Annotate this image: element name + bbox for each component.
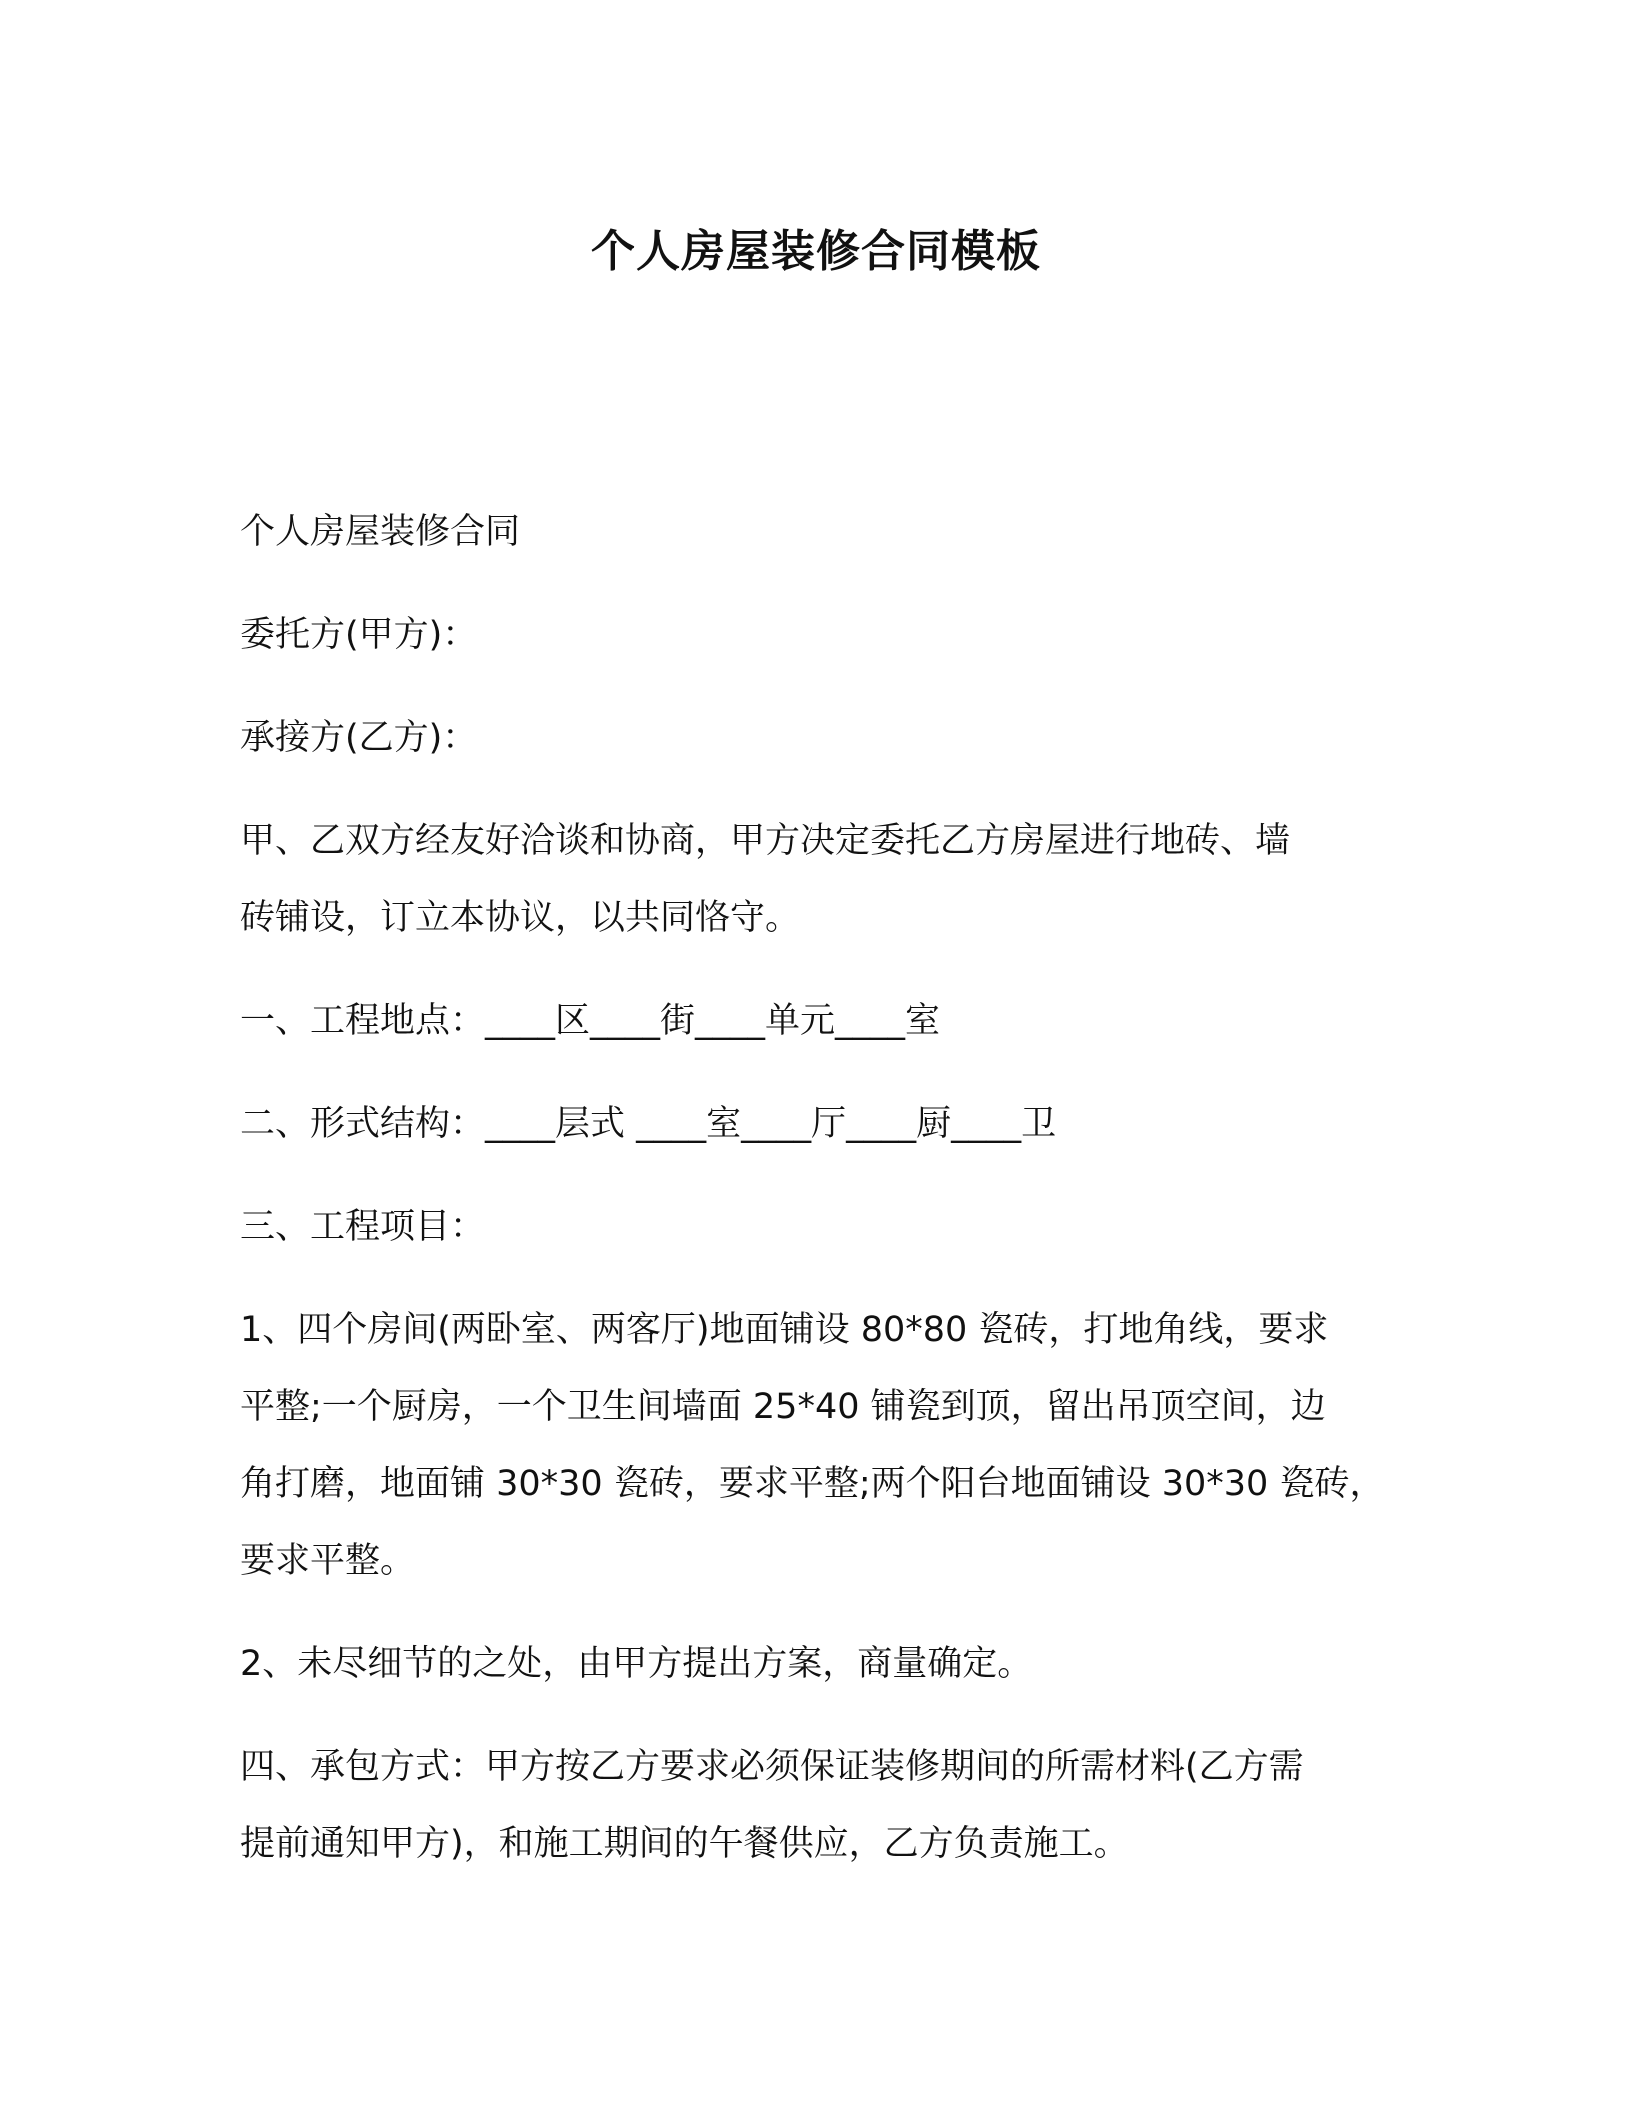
text-line: 一、工程地点：____区____街____单元____室: [240, 1001, 941, 1041]
text-line: 甲、乙双方经友好洽谈和协商，甲方决定委托乙方房屋进行地砖、墙: [240, 821, 1291, 861]
text-line: 角打磨，地面铺 30*30 瓷砖，要求平整;两个阳台地面铺设 30*30 瓷砖，: [240, 1464, 1385, 1504]
text-line: 要求平整。: [240, 1541, 416, 1581]
paragraph-party-a: [240, 597, 1420, 674]
text-line: 承接方(乙方)：: [240, 718, 478, 758]
paragraph-project-items-heading: [240, 1189, 1420, 1266]
text-line: 平整;一个厨房，一个卫生间墙面 25*40 铺瓷到顶，留出吊顶空间，边: [240, 1387, 1326, 1427]
text-line: 个人房屋装修合同: [240, 512, 521, 552]
text-line: 委托方(甲方)：: [240, 615, 478, 655]
paragraph-item-1: [240, 1292, 1420, 1600]
text-line: 砖铺设，订立本协议，以共同恪守。: [240, 898, 801, 938]
paragraph-structure: [240, 1086, 1420, 1163]
text-line: 四、承包方式：甲方按乙方要求必须保证装修期间的所需材料(乙方需: [240, 1747, 1304, 1787]
text-line: 二、形式结构：____层式 ____室____厅____厨____卫: [240, 1104, 1057, 1144]
text-line: 2、未尽细节的之处，由甲方提出方案，商量确定。: [240, 1644, 1033, 1684]
paragraph-preamble: [240, 803, 1420, 957]
paragraph-contract-name: [240, 494, 1420, 571]
text-line: 三、工程项目：: [240, 1207, 486, 1247]
paragraph-contract-method: [240, 1729, 1420, 1883]
document-title: 个人房屋装修合同模板: [591, 226, 1041, 277]
paragraph-party-b: [240, 700, 1420, 777]
paragraph-item-2: [240, 1626, 1420, 1703]
text-line: 1、四个房间(两卧室、两客厅)地面铺设 80*80 瓷砖，打地角线，要求: [240, 1310, 1329, 1350]
text-line: 提前通知甲方)，和施工期间的午餐供应，乙方负责施工。: [240, 1824, 1129, 1864]
paragraph-project-location: [240, 983, 1420, 1060]
document-body: [240, 494, 1420, 1883]
